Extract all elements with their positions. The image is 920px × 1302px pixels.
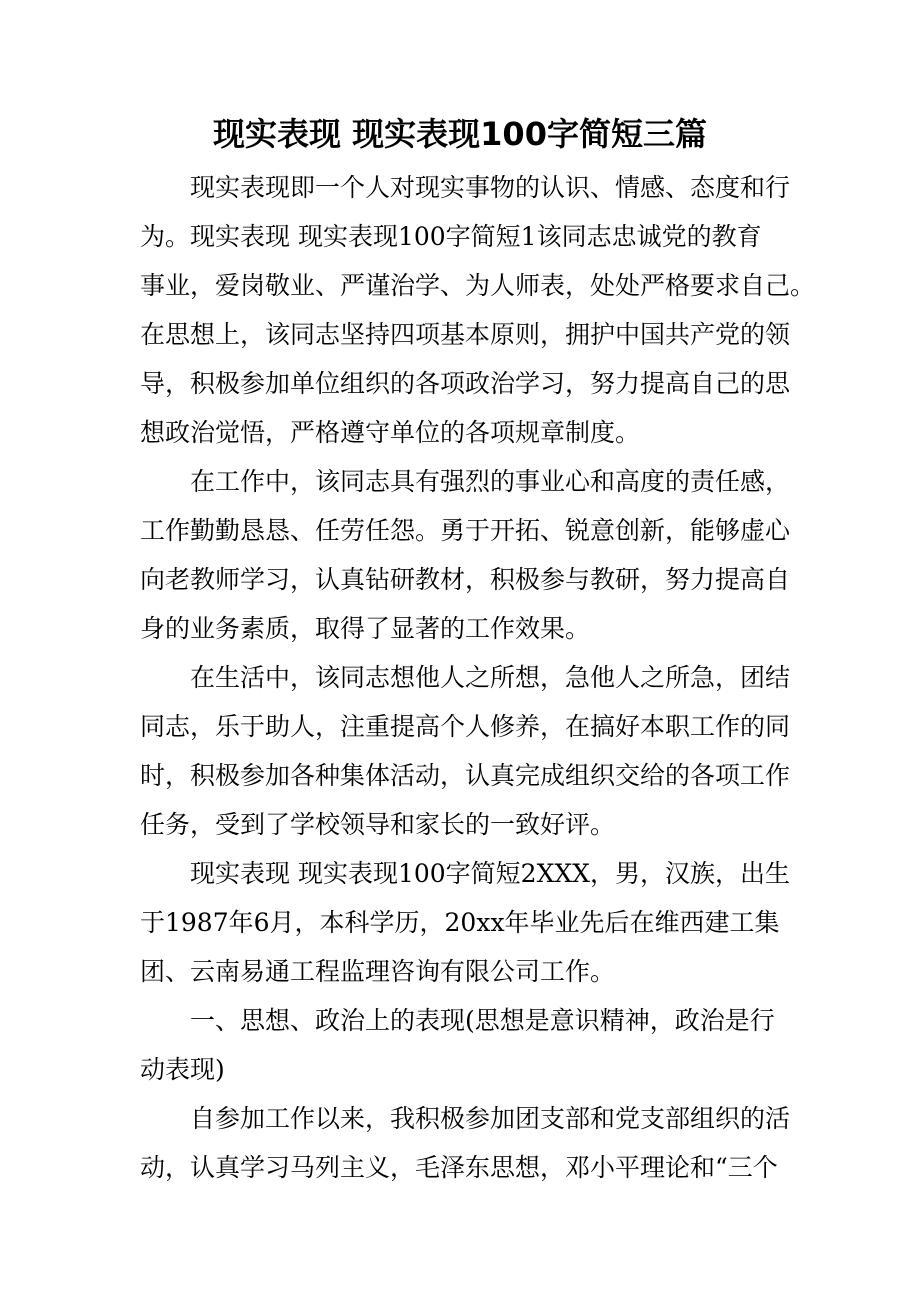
text-line: 身的业务素质，取得了显著的工作效果。 [140,614,591,643]
text-line: 同志，乐于助人，注重提高个人修养，在搞好本职工作的同 [140,712,791,741]
text-line: 在工作中，该同志具有强烈的事业心和高度的责任感， [190,467,791,496]
document-body [140,163,816,1192]
text-line: 一、思想、政治上的表现(思想是意识精神，政治是行 [190,1006,775,1035]
paragraph-5 [140,996,780,1094]
text-line: 动表现) [140,1055,225,1084]
text-line: 事业，爱岗敬业、严谨治学、为人师表，处处严格要求自己。 [140,271,816,300]
text-line: 为。现实表现 现实表现100字简短1该同志忠诚党的教育 [140,222,762,251]
text-line: 想政治觉悟，严格遵守单位的各项规章制度。 [140,418,641,447]
text-line: 在生活中，该同志想他人之所想，急他人之所急，团结 [190,663,791,692]
paragraph-4 [140,849,790,996]
text-line: 时，积极参加各种集体活动，认真完成组织交给的各项工作 [140,761,791,790]
text-line: 动，认真学习马列主义，毛泽东思想，邓小平理论和“三个 [140,1153,778,1182]
text-line: 工作勤勤恳恳、任劳任怨。勇于开拓、锐意创新，能够虚心 [140,516,791,545]
text-line: 现实表现即一个人对现实事物的认识、情感、态度和行 [190,173,791,202]
text-line: 导，积极参加单位组织的各项政治学习，努力提高自己的思 [140,369,791,398]
paragraph-1 [140,163,816,457]
paragraph-3 [140,653,791,849]
paragraph-6 [140,1094,791,1192]
text-line: 任务，受到了学校领导和家长的一致好评。 [140,810,616,839]
text-line: 团、云南易通工程监理咨询有限公司工作。 [140,957,616,986]
text-line: 自参加工作以来，我积极参加团支部和党支部组织的活 [190,1104,791,1133]
text-line: 现实表现 现实表现100字简短2XXX，男，汉族，出生 [190,859,790,888]
text-line: 于1987年6月，本科学历，20xx年毕业先后在维西建工集 [140,908,780,937]
paragraph-2 [140,457,791,653]
document-title: 现实表现 现实表现100字简短三篇 [213,115,707,153]
text-line: 向老教师学习，认真钻研教材，积极参与教研，努力提高自 [140,565,791,594]
text-line: 在思想上，该同志坚持四项基本原则，拥护中国共产党的领 [140,320,791,349]
